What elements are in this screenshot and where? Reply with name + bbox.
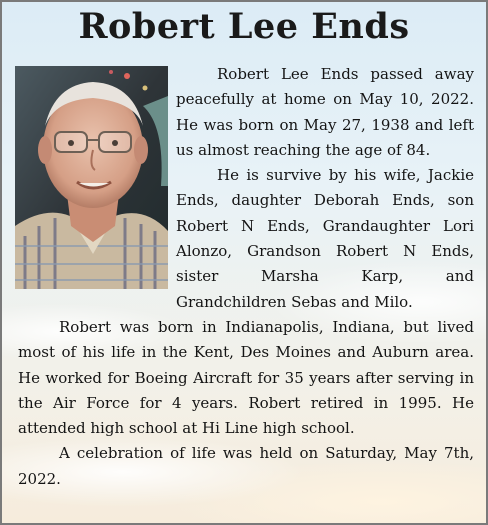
paragraph-survivors: He is survive by his wife, Jackie Ends, daughter Deborah Ends, son Robert N Ends, Grandaughter Lori Alonzo, Grandson Robert N Ends, sister Marsha Karp, and Grandchildren Sebas and Milo. [176,166,474,311]
obituary-body [18,62,474,492]
obituary-title: Robert Lee Ends [78,6,410,47]
paragraph-passing: Robert Lee Ends passed away peacefully at home on May 10, 2022. He was born on May 27, 1938 and left us almost reaching the age of 84. [176,65,474,159]
paragraph-life: Robert was born in Indianapolis, Indiana, but lived most of his life in the Kent, Des Moines and Auburn area. He worked for Boeing Aircraft for 35 years after serving in the Air Force for 4 years. Robert retired in 1995. He attended high school at Hi Line high school. [18,317,474,438]
paragraph-celebration: A celebration of life was held on Saturday, May 7th, 2022. [18,444,474,488]
photo-spacer [18,62,176,290]
